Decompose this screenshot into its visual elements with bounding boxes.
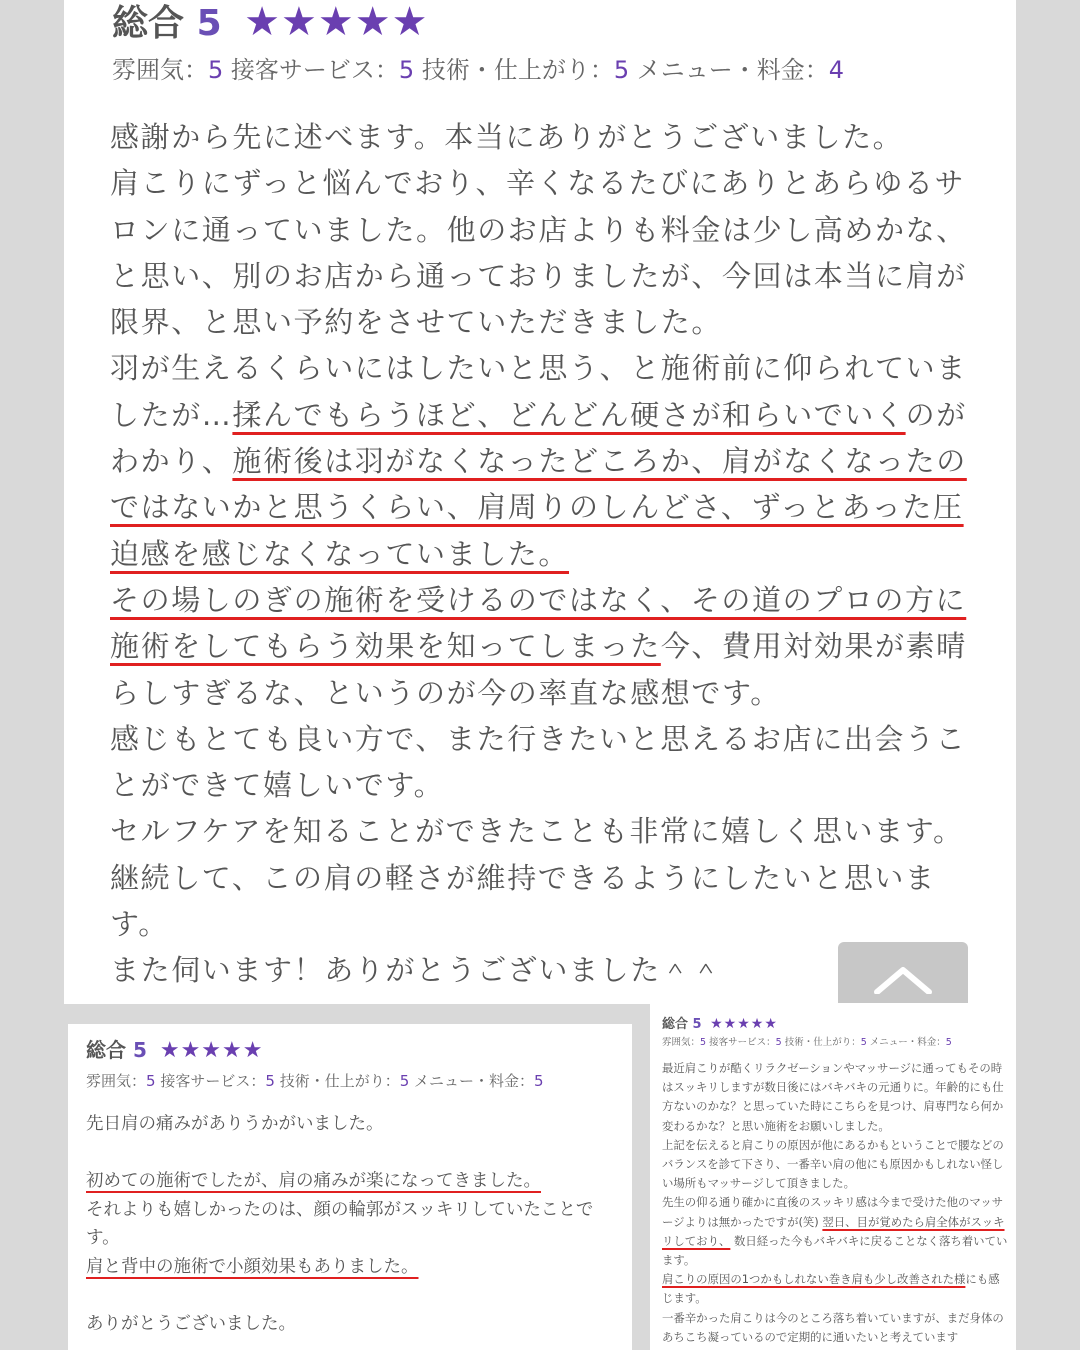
review-paragraph: 先日肩の痛みがありうかがいました。: [86, 1114, 384, 1134]
rating-label: メニュー・料金：: [869, 1037, 946, 1048]
review-paragraph: 上記を伝えると肩こりの原因が他にあるかもということで腰などのバランスを診て下さり、一番辛い肩の他にも原因かもしれない怪しい場所もマッサージして頂きました。: [662, 1137, 1004, 1191]
review-paragraph: それよりも嬉しかったのは、顔の輪郭がスッキリしていたことです。: [86, 1199, 594, 1248]
review-paragraph: 最近肩こりが酷くリラクゼーションやマッサージに通ってもその時はスッキリしますが数日後にはバキバキの元通りに。年齢的にも仕方ないのかな？と思っていた時にこちらを見つけ、肩専門なら何か変わるかな？と思い施術をお願いしました。: [662, 1061, 1004, 1133]
star-rating: ★★★★★: [159, 1038, 264, 1063]
rating-label: 雰囲気：: [86, 1072, 147, 1090]
review-paragraph: また伺います！ありがとうございました＾＾: [110, 953, 723, 988]
overall-score: 5: [692, 1017, 702, 1032]
overall-label: 総合: [662, 1017, 689, 1032]
overall-rating: [86, 1034, 263, 1067]
rating-label: メニュー・料金：: [414, 1072, 535, 1090]
highlighted-text: 翌日、目が覚めたら肩全体がスッキリしており、: [662, 1214, 1005, 1248]
overall-label: 総合: [86, 1038, 126, 1062]
review-body: [110, 114, 990, 994]
rating-value: 5: [398, 56, 415, 84]
review-body: [86, 1110, 626, 1338]
highlighted-text: 揉んでもらうほど、どんどん硬さが和らいでいく: [232, 397, 906, 432]
rating-label: 接客サービス：: [709, 1037, 776, 1048]
rating-label: メニュー・料金：: [636, 56, 829, 84]
rating-value: 5: [399, 1072, 410, 1090]
review-paragraph: 一番辛かった肩こりは今のところ落ち着いていますが、まだ身体のあちこち凝っているので定期的に通いたいと考えています: [662, 1310, 1004, 1344]
review-card-bottom-right: [650, 1003, 1016, 1350]
highlighted-text: その場しのぎの施術を受けるのではなく、その道のプロの方に施術をしてもらう効果を知ってしまった: [110, 582, 967, 664]
rating-value: 5: [146, 1072, 156, 1090]
review-paragraph: 肩こりにずっと悩んでおり、辛くなるたびにありとあらゆるサロンに通っていました。他のお店よりも料金は少し高めかな、と思い、別のお店から通っておりましたが、今回は本当に肩が限界、と思い予約をさせていただきました。: [110, 166, 967, 340]
category-ratings: [662, 1035, 952, 1051]
scroll-to-top-button[interactable]: [838, 942, 968, 1004]
highlighted-text: 肩こりの原因の1つかもしれない巻き肩も少し改善された様: [662, 1272, 966, 1287]
rating-label: 技術・仕上がり：: [784, 1037, 861, 1048]
overall-label: 総合: [112, 3, 185, 44]
rating-label: 接客サービス：: [230, 56, 399, 84]
rating-value: 5: [534, 1072, 544, 1090]
overall-score: 5: [196, 3, 222, 44]
rating-value: 5: [945, 1037, 952, 1048]
review-paragraph: [86, 1167, 626, 1196]
review-paragraph: 感じもとても良い方で、また行きたいと思えるお店に出会うことができて嬉しいです。: [110, 721, 967, 803]
category-ratings: [112, 52, 844, 88]
review-paragraph: [110, 577, 990, 716]
rating-value: 4: [828, 56, 845, 84]
review-paragraph: [662, 1193, 1010, 1270]
rating-label: 雰囲気：: [662, 1037, 701, 1048]
highlighted-text: 施術後は羽がなくなったどころか、肩がなくなったのではないかと思うくらい、肩周りのしんどさ、ずっとあった圧迫感を感じなくなっていました。: [110, 444, 967, 571]
rating-value: 5: [775, 1037, 782, 1048]
review-paragraph: [86, 1253, 626, 1282]
review-paragraph: [662, 1270, 1010, 1308]
review-body: [662, 1059, 1010, 1347]
review-text: 今、費用対効果が素晴らしすぎるな、というのが今の率直な感想です。: [110, 629, 967, 710]
highlighted-text: 初めての施術でしたが、肩の痛みが楽になってきました。: [86, 1171, 541, 1191]
category-ratings: [86, 1070, 544, 1092]
review-card-main: [64, 0, 1016, 1004]
rating-value: 5: [613, 56, 630, 84]
overall-rating: [662, 1013, 778, 1036]
review-paragraph: セルフケアを知ることができたことも非常に嬉しく思います。: [110, 814, 964, 849]
review-paragraph: 継続して、この肩の軽さが維持できるようにしたいと思います。: [110, 860, 936, 942]
rating-label: 雰囲気：: [112, 56, 208, 84]
review-paragraph: [110, 345, 990, 576]
chevron-up-icon: [873, 964, 933, 994]
rating-value: 5: [860, 1037, 867, 1048]
review-text: のがわかり、: [110, 397, 967, 479]
review-text: 先生の仰る通り確かに直後のスッキリ感は今まで受けた他のマッサージよりは無かったですが(笑): [662, 1195, 1004, 1229]
rating-label: 技術・仕上がり：: [421, 56, 614, 84]
review-paragraph: ありがとうございました。: [86, 1313, 296, 1334]
overall-score: 5: [132, 1038, 147, 1062]
review-paragraph: 感謝から先に述べます。本当にありがとうございました。: [110, 120, 904, 154]
rating-value: 5: [208, 56, 224, 84]
overall-rating: [112, 0, 428, 46]
rating-value: 5: [700, 1037, 707, 1048]
review-text: にも感じます。: [662, 1272, 1000, 1306]
review-card-bottom-left: [68, 1024, 632, 1350]
highlighted-text: 肩と背中の施術で小顔効果もありました。: [86, 1256, 419, 1277]
star-rating: ★★★★★: [710, 1016, 778, 1032]
rating-label: 技術・仕上がり：: [279, 1072, 400, 1090]
rating-label: 接客サービス：: [160, 1072, 266, 1090]
star-rating: ★★★★★: [244, 0, 429, 45]
review-spacer: [86, 1139, 626, 1168]
rating-value: 5: [265, 1072, 275, 1090]
review-text: 羽が生えるくらいにはしたいと思う、と施術前に仰られていましたが…: [110, 351, 967, 432]
review-text: 数日経った今もバキバキに戻ることなく落ち着いています。: [662, 1233, 1008, 1268]
review-spacer: [86, 1281, 626, 1310]
